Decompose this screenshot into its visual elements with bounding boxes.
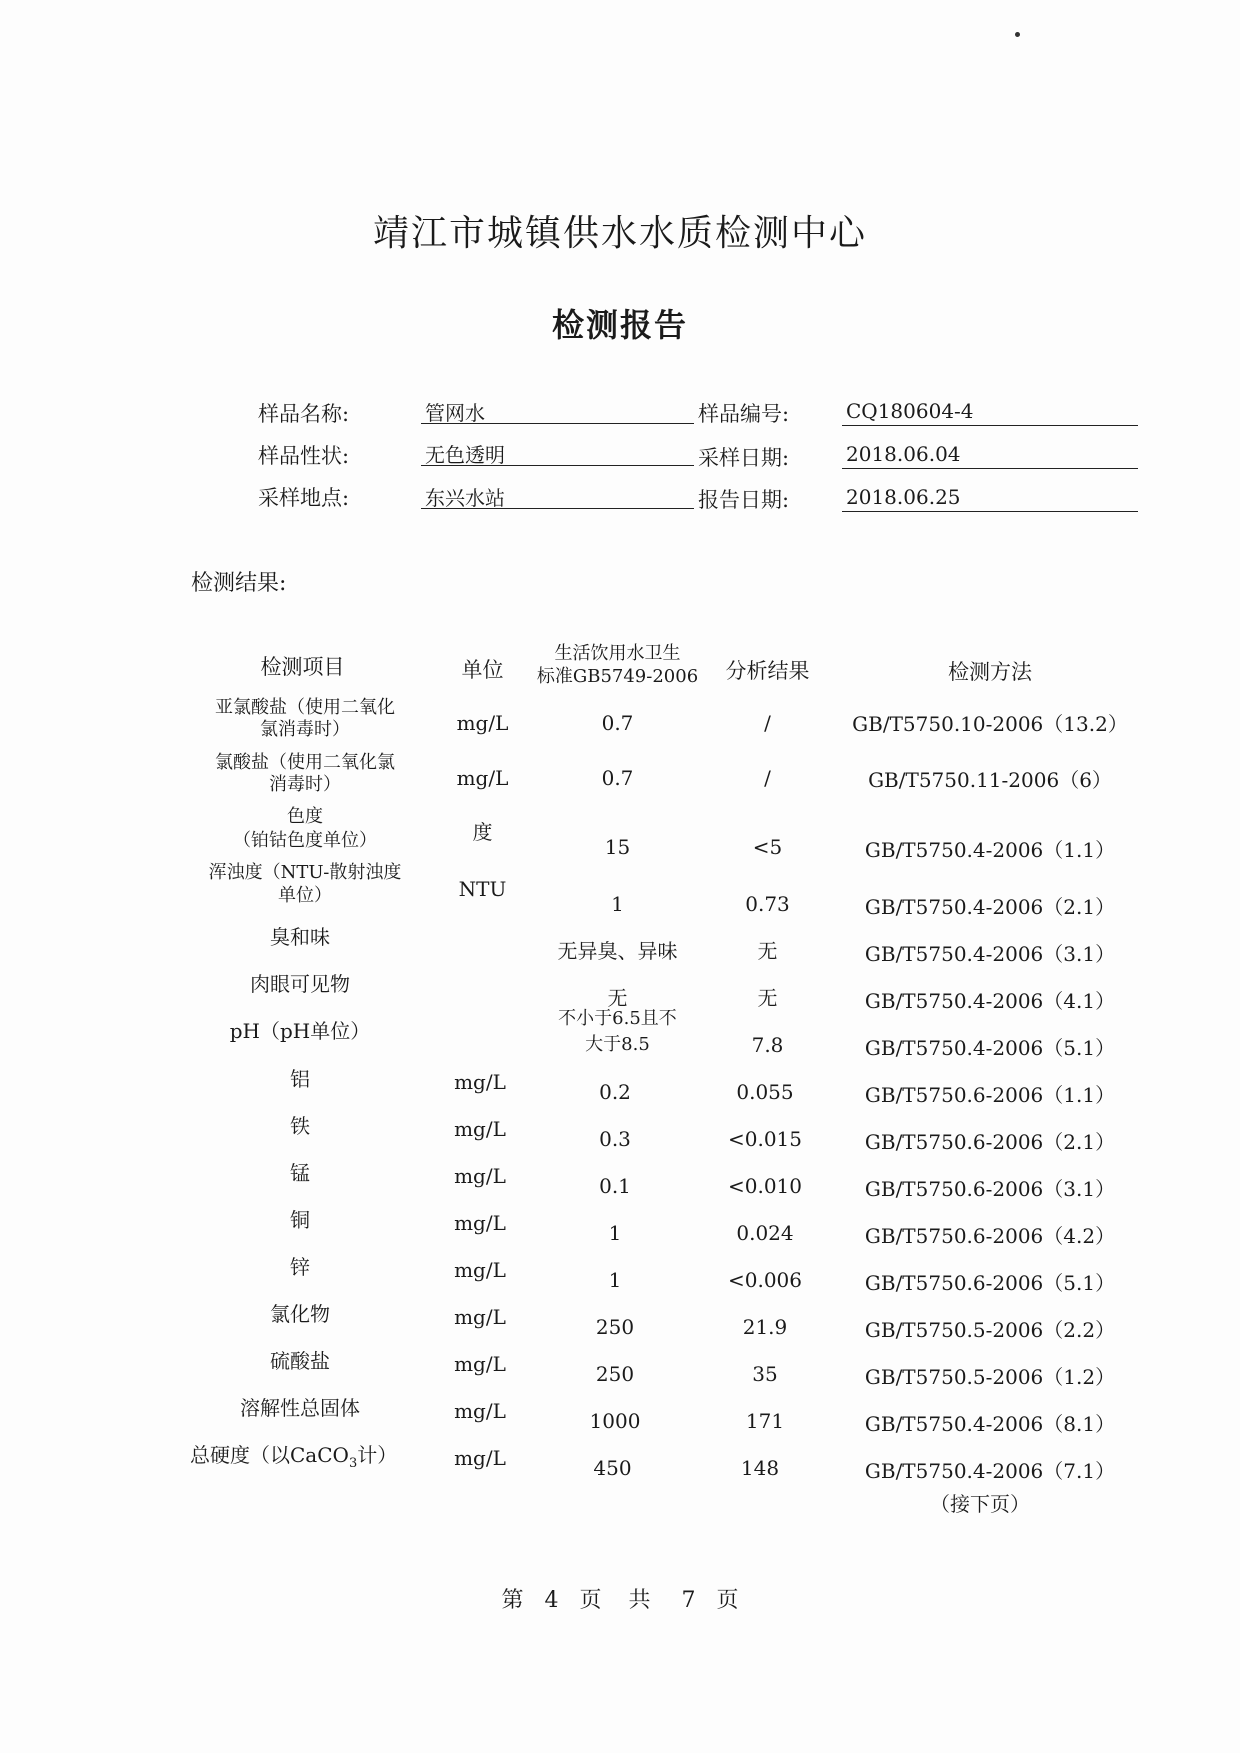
row-unit: mg/L [454,1258,506,1282]
report-title: 检测报告 [551,306,688,344]
row-standard: 0.7 [601,766,634,790]
row-item-line2: 消毒时） [269,774,341,795]
row-item-line2: 氯消毒时） [260,719,350,740]
row-method: GB/T5750.4-2006（4.1） [864,989,1116,1013]
row-unit: mg/L [454,1399,506,1423]
row-item-line1: 色度 [287,806,323,827]
row-standard: 450 [593,1456,632,1480]
row-item: 锰 [290,1161,310,1185]
header-item: 检测项目 [260,655,345,679]
row-standard: 0.7 [601,711,634,735]
row-standard: 15 [604,835,631,859]
row-item [190,1444,420,1475]
row-standard: 1 [608,1221,622,1245]
row-unit: 度 [472,820,493,844]
header-standard-line1: 生活饮用水卫生 [554,643,681,664]
scan-speck [1015,32,1020,37]
org-name: 靖江市城镇供水水质检测中心 [372,213,867,254]
row-unit: mg/L [454,1164,506,1188]
report-date-label: 报告日期: [698,488,790,512]
row-item: 硫酸盐 [270,1349,330,1373]
sample-state-label: 样品性状: [258,444,350,468]
row-standard: 250 [595,1362,635,1386]
row-item: 锌 [290,1255,310,1279]
row-method: GB/T5750.6-2006（3.1） [864,1177,1116,1201]
row-unit: mg/L [454,1117,506,1141]
header-standard-line2: 标准GB5749-2006 [536,666,699,687]
row-standard: 0.1 [599,1174,631,1198]
row-unit: mg/L [454,1352,506,1376]
row-result: / [764,711,771,735]
row-result: 148 [740,1456,780,1480]
row-item-line2: 单位） [278,885,332,906]
row-result: 35 [752,1362,778,1386]
row-method: GB/T5750.6-2006（5.1） [864,1271,1116,1295]
row-method: GB/T5750.5-2006（1.2） [864,1365,1116,1389]
row-result: 7.8 [751,1033,784,1057]
sampling-site-label: 采样地点: [258,486,350,510]
row-item-sub: 3 [348,1456,358,1471]
row-standard: 1 [608,1268,622,1292]
page-number: 4 [544,1588,559,1613]
header-result: 分析结果 [725,659,810,683]
row-item-line1: 浑浊度（NTU-散射浊度 [208,862,402,883]
row-method: GB/T5750.4-2006（1.1） [864,838,1116,862]
row-standard: 1000 [589,1409,641,1433]
row-unit: mg/L [454,1070,506,1094]
row-method: GB/T5750.6-2006（1.1） [864,1083,1116,1107]
row-item: 溶解性总固体 [240,1396,360,1420]
row-method: GB/T5750.11-2006（6） [868,768,1112,792]
row-method: GB/T5750.4-2006（8.1） [864,1412,1116,1436]
row-item: pH（pH单位） [229,1019,371,1043]
row-unit: mg/L [456,711,509,735]
row-result: 无 [757,986,778,1010]
sample-no-value: CQ180604-4 [842,399,1138,426]
row-standard: 无 [607,986,628,1010]
row-item: 肉眼可见物 [250,972,350,996]
row-item-pre: 总硬度（以CaCO [190,1443,349,1467]
row-item: 铁 [290,1114,310,1138]
row-item: 铝 [290,1067,310,1091]
row-result: 21.9 [742,1315,788,1339]
row-result: <5 [752,835,783,859]
header-method: 检测方法 [948,660,1032,684]
row-unit: mg/L [454,1211,506,1235]
sample-name-value: 管网水 [421,397,694,424]
page-end: 页 [716,1588,739,1613]
sampling-date-value: 2018.06.04 [842,442,1138,469]
row-method: GB/T5750.10-2006（13.2） [852,712,1128,736]
sample-state-value: 无色透明 [421,439,694,466]
row-method: GB/T5750.6-2006（2.1） [864,1130,1116,1154]
row-method: GB/T5750.4-2006（2.1） [864,895,1116,919]
page-footer [0,1583,1240,1614]
row-result: <0.006 [727,1268,802,1292]
row-unit: mg/L [454,1446,506,1470]
row-standard: 0.2 [599,1080,631,1104]
row-result: 0.024 [736,1221,794,1245]
row-unit: NTU [458,877,507,901]
page-total: 7 [681,1588,696,1613]
continued-note: （接下页） [930,1492,1030,1516]
row-item: 铜 [290,1208,310,1232]
row-method: GB/T5750.5-2006（2.2） [864,1318,1116,1342]
row-item-line1: 亚氯酸盐（使用二氧化 [215,697,395,718]
row-method: GB/T5750.6-2006（4.2） [864,1224,1116,1248]
page-mid: 页 共 [579,1588,661,1613]
row-standard: 250 [595,1315,635,1339]
row-result: 0.73 [745,892,790,916]
sample-no-label: 样品编号: [698,402,790,426]
row-method: GB/T5750.4-2006（5.1） [864,1036,1116,1060]
row-standard-line1: 不小于6.5且不 [558,1008,677,1029]
sampling-site-value: 东兴水站 [421,482,694,509]
row-standard: 0.3 [599,1127,631,1151]
row-standard-line2: 大于8.5 [585,1034,650,1055]
row-item-post: 计） [357,1443,398,1467]
row-method: GB/T5750.4-2006（7.1） [864,1459,1116,1483]
sample-name-label: 样品名称: [258,402,350,426]
row-method: GB/T5750.4-2006（3.1） [864,942,1116,966]
results-label: 检测结果: [191,571,287,596]
row-unit: mg/L [454,1305,506,1329]
row-result: <0.010 [727,1174,802,1198]
row-result: / [764,766,771,790]
row-standard: 无异臭、异味 [557,939,678,963]
row-result: 0.055 [736,1080,794,1104]
row-result: 无 [757,939,778,963]
report-date-value: 2018.06.25 [842,485,1138,512]
header-unit: 单位 [461,658,504,682]
sampling-date-label: 采样日期: [698,446,790,470]
row-standard: 1 [611,892,624,916]
row-result: <0.015 [727,1127,802,1151]
row-item: 氯化物 [270,1302,330,1326]
row-item-line2: （铂钴色度单位） [233,830,377,851]
row-result: 171 [745,1409,785,1433]
page-label: 第 [501,1588,524,1613]
row-item-line1: 氯酸盐（使用二氧化氯 [215,752,395,773]
row-item: 臭和味 [270,925,330,949]
row-unit: mg/L [456,766,509,790]
